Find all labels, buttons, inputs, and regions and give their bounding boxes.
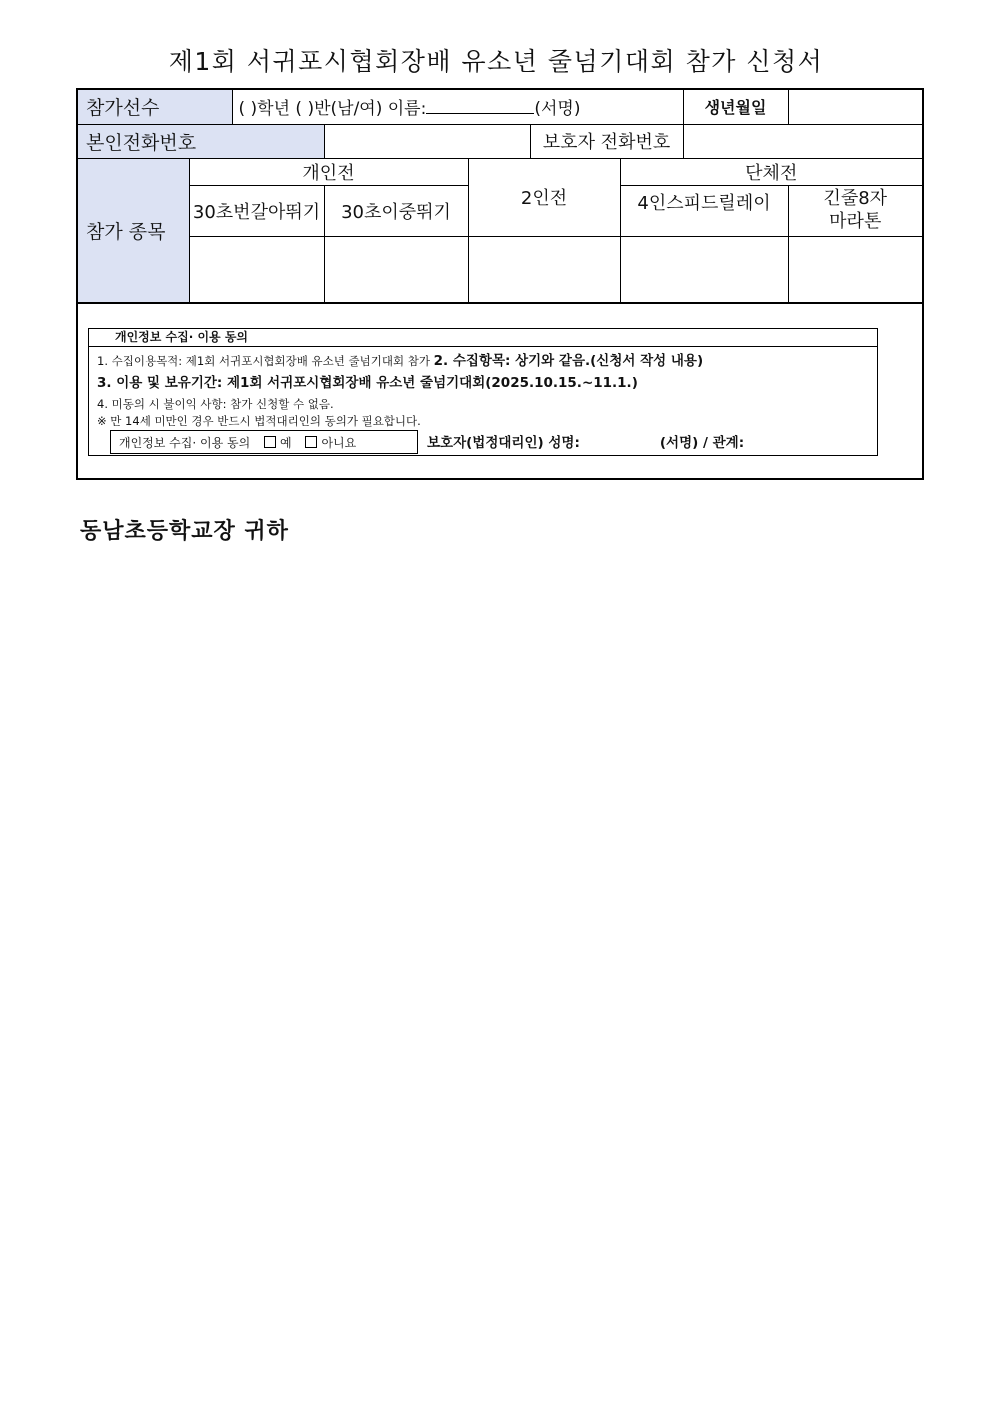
consent-line-minor-notice: ※ 만 14세 미만인 경우 반드시 법적대리인의 동의가 필요합니다. [97,414,421,428]
guardian-phone-label: 보호자 전화번호 [530,124,683,158]
application-form-table [76,88,924,480]
consent-line-disadvantage: 4. 미동의 시 불이익 사항: 참가 신청할 수 없음. [97,397,334,411]
event-2person: 2인전 [468,158,620,236]
participant-label: 참가선수 [77,89,232,124]
entry-30s-alternate[interactable] [189,236,324,303]
own-phone-label: 본인전화번호 [77,124,324,158]
entry-long-rope-marathon[interactable] [788,236,923,303]
agree-yes-label: 예 [280,436,292,450]
birthdate-label: 생년월일 [683,89,788,124]
entry-30s-double[interactable] [324,236,468,303]
agree-no-label: 아니요 [321,436,357,450]
entry-4person-relay[interactable] [620,236,788,303]
agree-yes-checkbox[interactable] [264,436,276,448]
consent-section [77,303,923,479]
team-header: 단체전 [620,158,923,185]
entry-2person[interactable] [468,236,620,303]
guardian-phone-field[interactable] [683,124,923,158]
guardian-name-label: 보호자(법정대리인) 성명: [427,435,580,451]
consent-items-text: 2. 수집항목: 상기와 같음.(신청서 작성 내용) [433,353,704,369]
events-label: 참가 종목 [77,158,189,303]
name-blank-line[interactable] [426,97,534,114]
event-long-rope-line1: 긴줄8자 [823,188,888,209]
student-info-field[interactable] [232,89,683,124]
event-30s-alternate: 30초번갈아뛰기 [189,185,324,236]
consent-agree-box [110,430,418,454]
event-4person-relay: 4인스피드릴레이 [620,185,788,236]
agree-no-checkbox[interactable] [305,436,317,448]
individual-header: 개인전 [189,158,468,185]
consent-purpose-text: 1. 수집이용목적: 제1회 서귀포시협회장배 유소년 줄넘기대회 참가 [97,354,430,368]
event-long-rope-marathon [788,185,923,236]
event-long-rope-line2: 마라톤 [829,210,882,232]
consent-line-purpose [97,355,703,369]
page-title: 제1회 서귀포시협회장배 유소년 줄넘기대회 참가 신청서 [168,47,824,76]
event-30s-double: 30초이중뛰기 [324,185,468,236]
birthdate-field[interactable] [788,89,923,124]
own-phone-field[interactable] [324,124,530,158]
consent-agree-label: 개인정보 수집· 이용 동의 [119,436,251,450]
grade-class-name-label: ( )학년 ( )반(남/여) 이름: [238,99,427,120]
addressee: 동남초등학교장 귀하 [80,519,289,544]
consent-box [88,328,878,456]
consent-line-period: 3. 이용 및 보유기간: 제1회 서귀포시협회장배 유소년 줄넘기대회(2025.10.15.~11.1.) [97,375,638,391]
consent-heading: 개인정보 수집· 이용 동의 [89,329,877,347]
guardian-sign-relation-label: (서명) / 관계: [659,435,745,451]
guardian-signature-line [427,437,744,451]
sign-label: (서명) [534,99,581,120]
